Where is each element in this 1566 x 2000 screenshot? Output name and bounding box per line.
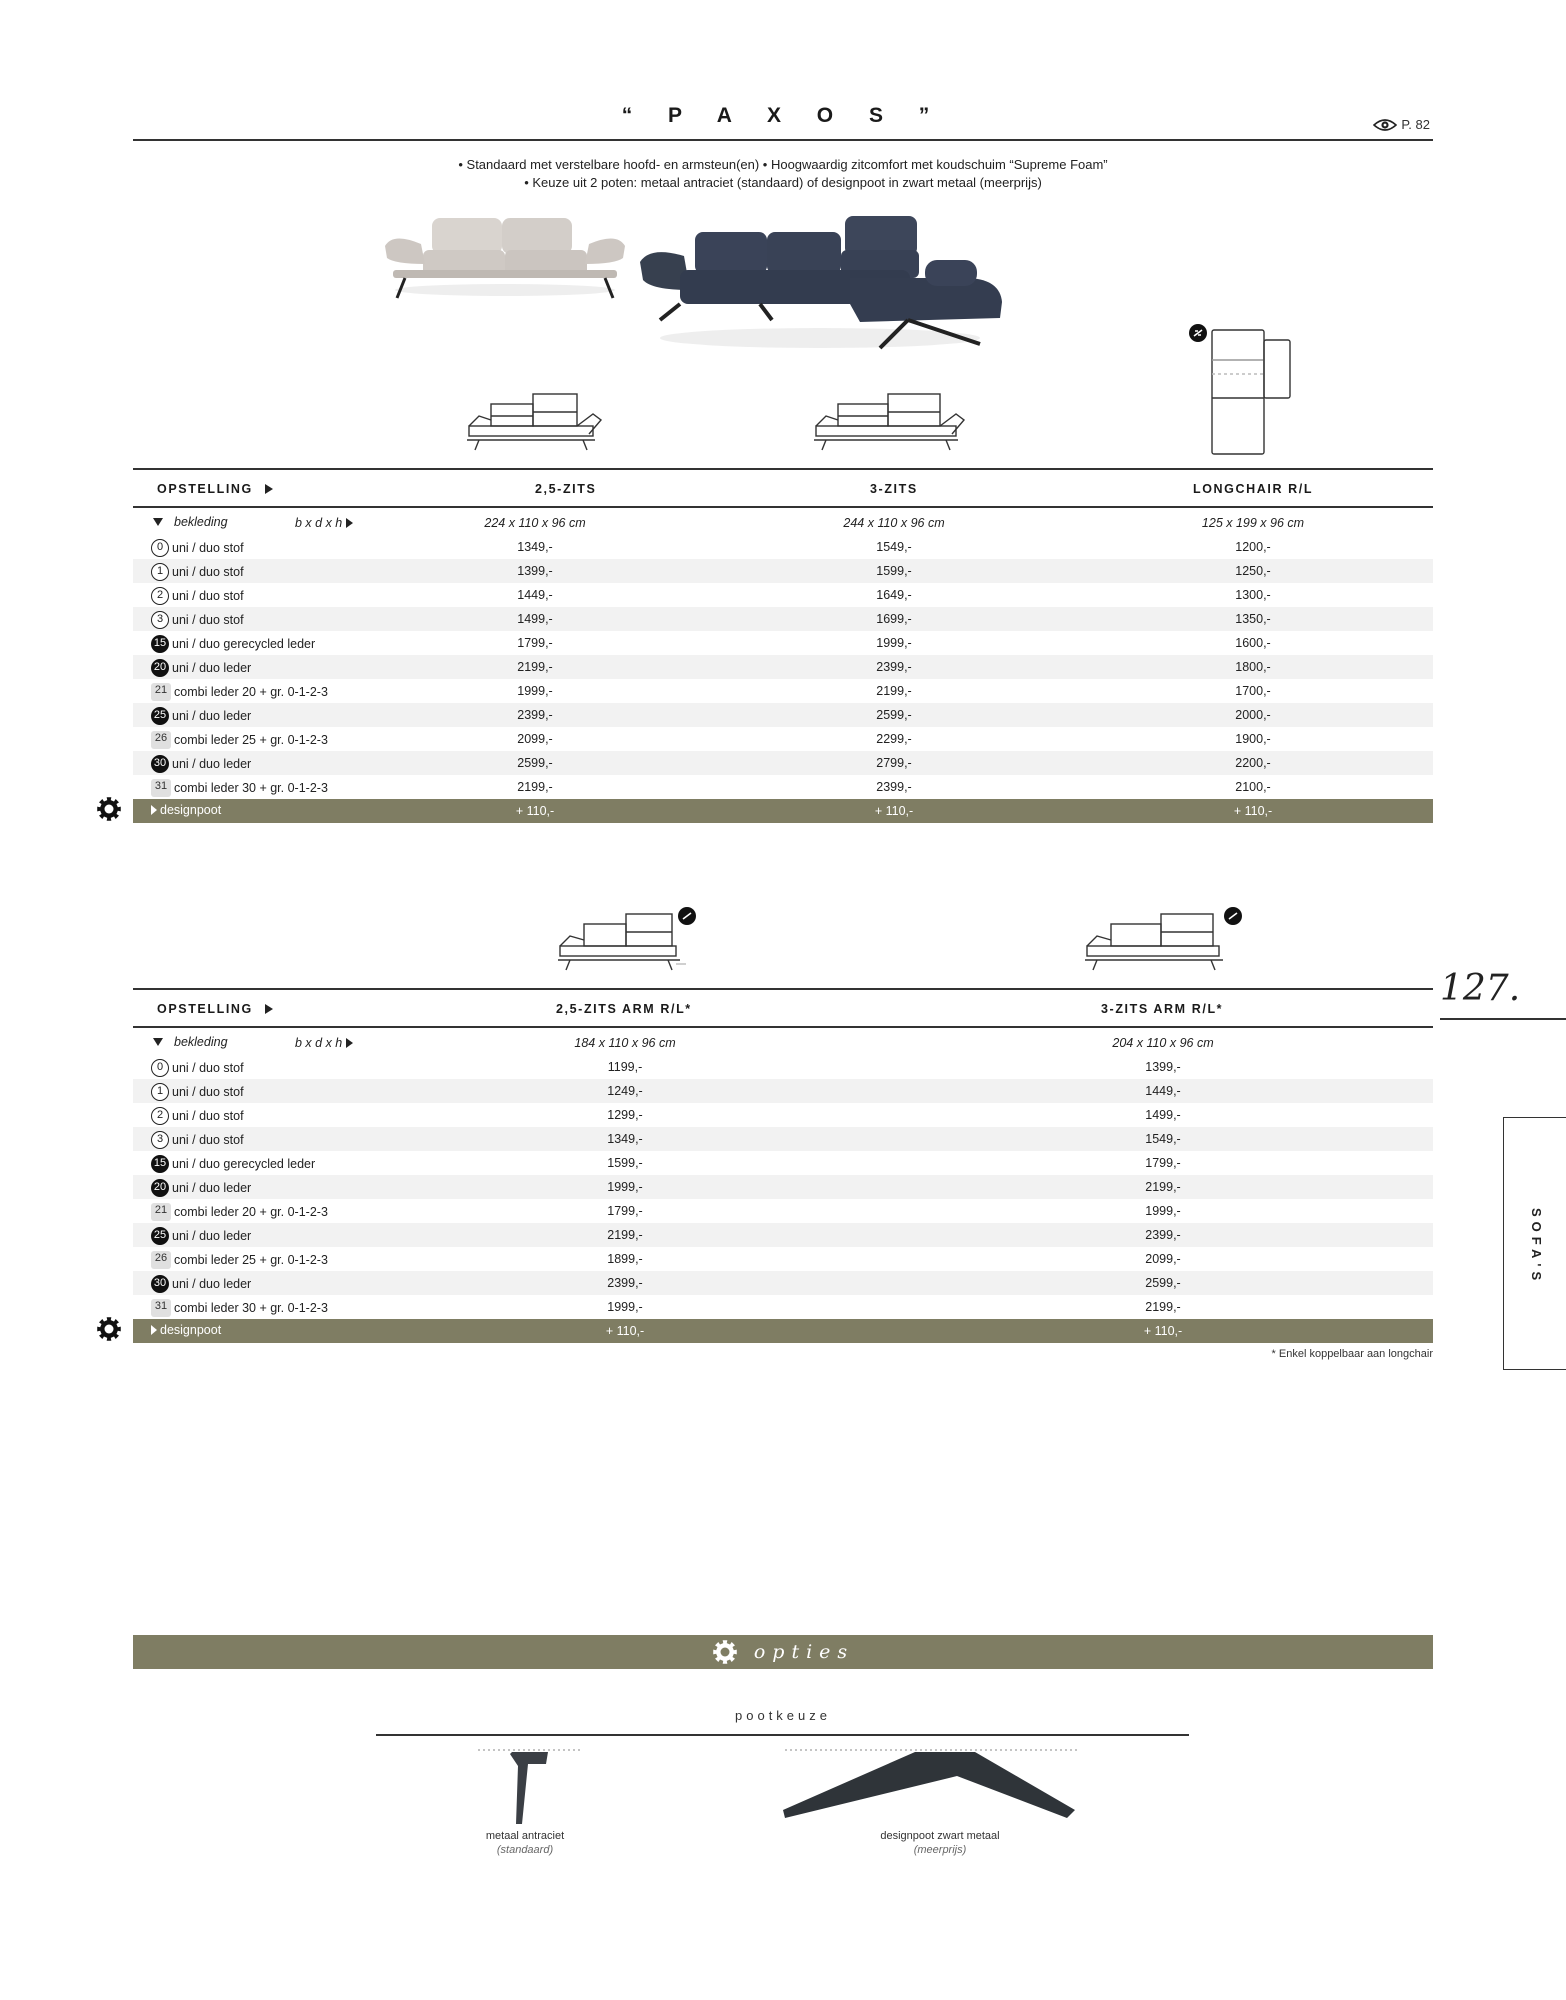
designpoot-price: + 110,- (874, 804, 914, 818)
triangle-right-icon (151, 805, 157, 815)
dimension-cell: 224 x 110 x 96 cm (484, 516, 586, 530)
price-cell: 1999,- (876, 636, 912, 650)
category-badge: 15 (151, 635, 169, 653)
bekleding-label[interactable] (153, 1035, 228, 1049)
price-cell: 1499,- (1145, 1108, 1181, 1122)
row-label-text: uni / duo leder (172, 661, 252, 675)
price-table-2 (133, 988, 1433, 1343)
row-label (151, 779, 328, 797)
row-label (151, 707, 251, 725)
opstelling-header (157, 482, 273, 496)
price-cell: 1249,- (607, 1084, 643, 1098)
table-row (133, 1103, 1433, 1127)
row-label (151, 1059, 244, 1077)
designpoot-label (151, 1323, 221, 1337)
price-cell: 1799,- (607, 1204, 643, 1218)
triangle-right-icon (151, 1325, 157, 1335)
triangle-down-icon (153, 1038, 163, 1046)
price-cell: 1700,- (1235, 684, 1271, 698)
row-label-text: uni / duo gerecycled leder (172, 1157, 316, 1171)
bullet-line-1: • Standaard met verstelbare hoofd- en armsteun(en) • Hoogwaardig zitcomfort met koudschuim “Supreme Foam” (458, 157, 1108, 172)
row-label-text: uni / duo leder (172, 1181, 252, 1195)
designpoot-text: designpoot (160, 803, 222, 817)
row-label-text: combi leder 25 + gr. 0-1-2-3 (174, 1253, 328, 1267)
category-badge: 30 (151, 1275, 169, 1293)
bullet-line-2: • Keuze uit 2 poten: metaal antraciet (standaard) of designpoot in zwart metaal (meerprijs) (524, 175, 1042, 190)
designpoot-price: + 110,- (605, 1324, 645, 1338)
dimension-cell: 184 x 110 x 96 cm (574, 1036, 676, 1050)
price-cell: 2599,- (1145, 1276, 1181, 1290)
bekleding-label[interactable] (153, 515, 228, 529)
row-label (151, 755, 251, 773)
designpoot-row[interactable] (133, 799, 1433, 823)
price-cell: 2299,- (876, 732, 912, 746)
row-label-text: uni / duo leder (172, 709, 252, 723)
table-row (133, 1295, 1433, 1319)
category-badge: 1 (151, 563, 169, 581)
category-badge: 0 (151, 1059, 169, 1077)
table-1-header (133, 468, 1433, 508)
row-label (151, 683, 328, 701)
category-badge: 2 (151, 1107, 169, 1125)
price-cell: 2099,- (517, 732, 553, 746)
price-cell: 2399,- (607, 1276, 643, 1290)
price-cell: 2599,- (876, 708, 912, 722)
row-label (151, 1179, 251, 1197)
price-cell: 2599,- (517, 756, 553, 770)
category-badge: 20 (151, 659, 169, 677)
table-row (133, 1055, 1433, 1079)
price-cell: 1999,- (607, 1180, 643, 1194)
price-cell: 1349,- (607, 1132, 643, 1146)
price-cell: 1800,- (1235, 660, 1271, 674)
price-cell: 2100,- (1235, 780, 1271, 794)
pootkeuze-heading: pootkeuze (735, 1708, 831, 1723)
gear-icon (96, 796, 122, 822)
drawing-2-5-zits (465, 390, 605, 455)
dimension-cell: 204 x 110 x 96 cm (1112, 1036, 1214, 1050)
column-header: LONGCHAIR R/L (1193, 482, 1314, 496)
price-cell: 1699,- (876, 612, 912, 626)
table-row (133, 559, 1433, 583)
table-row (133, 1199, 1433, 1223)
dimension-cell: 244 x 110 x 96 cm (843, 516, 945, 530)
triangle-right-icon (265, 484, 273, 494)
row-label-text: combi leder 25 + gr. 0-1-2-3 (174, 733, 328, 747)
row-label (151, 1203, 328, 1221)
table-row (133, 1079, 1433, 1103)
row-label-text: uni / duo stof (172, 1085, 244, 1099)
table-row (133, 751, 1433, 775)
designpoot-row[interactable] (133, 1319, 1433, 1343)
price-cell: 1200,- (1235, 540, 1271, 554)
price-cell: 1999,- (607, 1300, 643, 1314)
row-label-text: combi leder 30 + gr. 0-1-2-3 (174, 1301, 328, 1315)
category-badge: 0 (151, 539, 169, 557)
row-label-text: uni / duo leder (172, 757, 252, 771)
row-label-text: uni / duo stof (172, 1109, 244, 1123)
row-label-text: uni / duo stof (172, 565, 244, 579)
price-cell: 2199,- (607, 1228, 643, 1242)
pootkeuze-rule (376, 1734, 1189, 1736)
sofa-photo-dark (640, 210, 1010, 360)
table-row (133, 703, 1433, 727)
price-cell: 2200,- (1235, 756, 1271, 770)
price-cell: 1649,- (876, 588, 912, 602)
row-label (151, 731, 328, 749)
table-row (133, 583, 1433, 607)
price-cell: 1199,- (607, 1060, 643, 1074)
dimensions-row (133, 1031, 1433, 1055)
price-cell: 2000,- (1235, 708, 1271, 722)
price-cell: 2399,- (1145, 1228, 1181, 1242)
page-reference[interactable] (1373, 117, 1430, 132)
table-row (133, 607, 1433, 631)
price-cell: 2199,- (876, 684, 912, 698)
price-cell: 1799,- (1145, 1156, 1181, 1170)
page-number-rule (1440, 1018, 1566, 1020)
leg-name-1: metaal antraciet (485, 1830, 565, 1842)
dimensions-row (133, 511, 1433, 535)
section-tab-label: SOFA'S (1529, 1208, 1544, 1286)
price-cell: 2399,- (517, 708, 553, 722)
page-ref-label: P. 82 (1401, 117, 1430, 132)
category-badge: 31 (151, 1299, 171, 1317)
column-header: 2,5-ZITS ARM R/L* (556, 1002, 692, 1016)
price-cell: 2199,- (517, 780, 553, 794)
leg-metaal-antraciet-image (470, 1748, 590, 1828)
leg-designpoot-image[interactable] (775, 1748, 1125, 1828)
table-2-header (133, 988, 1433, 1028)
gear-icon (96, 1316, 122, 1342)
price-cell: 1899,- (607, 1252, 643, 1266)
bekleding-text: bekleding (174, 1035, 228, 1049)
sofa-photo-light (385, 210, 625, 305)
dims-label (295, 516, 353, 530)
designpoot-price: + 110,- (1233, 804, 1273, 818)
price-cell: 1449,- (1145, 1084, 1181, 1098)
price-cell: 1399,- (517, 564, 553, 578)
row-label (151, 635, 315, 653)
footnote: * Enkel koppelbaar aan longchair (1271, 1348, 1433, 1360)
price-cell: 2199,- (1145, 1300, 1181, 1314)
leg-caption-2 (840, 1829, 1040, 1857)
price-cell: 1350,- (1235, 612, 1271, 626)
column-header: 3-ZITS ARM R/L* (1101, 1002, 1224, 1016)
table-row (133, 631, 1433, 655)
section-tab[interactable] (1503, 1117, 1566, 1370)
price-cell: 1499,- (517, 612, 553, 626)
drawing-3-zits-arm (1083, 904, 1248, 976)
row-label (151, 611, 244, 629)
dims-label-text: b x d x h (295, 516, 343, 530)
row-label (151, 1251, 328, 1269)
column-header: 3-ZITS (870, 482, 918, 496)
leg-name-2: designpoot zwart metaal (880, 1830, 1000, 1842)
column-header: 2,5-ZITS (535, 482, 597, 496)
table-row (133, 1175, 1433, 1199)
table-row (133, 679, 1433, 703)
table-row (133, 655, 1433, 679)
table-row (133, 1247, 1433, 1271)
page-number: 127. (1440, 968, 1521, 1009)
row-label-text: combi leder 30 + gr. 0-1-2-3 (174, 781, 328, 795)
price-cell: 1299,- (607, 1108, 643, 1122)
designpoot-label (151, 803, 221, 817)
row-label-text: combi leder 20 + gr. 0-1-2-3 (174, 1205, 328, 1219)
price-cell: 1999,- (517, 684, 553, 698)
row-label-text: uni / duo gerecycled leder (172, 637, 316, 651)
opstelling-label: OPSTELLING (157, 482, 253, 496)
row-label (151, 659, 251, 677)
row-label (151, 1155, 315, 1173)
category-badge: 30 (151, 755, 169, 773)
opstelling-label: OPSTELLING (157, 1002, 253, 1016)
drawing-2-5-zits-arm (556, 904, 706, 976)
category-badge: 3 (151, 611, 169, 629)
designpoot-text: designpoot (160, 1323, 222, 1337)
price-cell: 2199,- (1145, 1180, 1181, 1194)
price-cell: 1600,- (1235, 636, 1271, 650)
designpoot-price: + 110,- (1143, 1324, 1183, 1338)
triangle-right-icon (346, 518, 353, 528)
category-badge: 26 (151, 731, 171, 749)
price-cell: 1449,- (517, 588, 553, 602)
opstelling-header (157, 1002, 273, 1016)
row-label (151, 1227, 251, 1245)
category-badge: 2 (151, 587, 169, 605)
feature-bullets (0, 156, 1566, 192)
row-label (151, 1299, 328, 1317)
price-cell: 2799,- (876, 756, 912, 770)
bekleding-text: bekleding (174, 515, 228, 529)
row-label (151, 1107, 244, 1125)
category-badge: 21 (151, 683, 171, 701)
row-label (151, 1275, 251, 1293)
row-label-text: uni / duo leder (172, 1277, 252, 1291)
row-label-text: uni / duo stof (172, 589, 244, 603)
price-cell: 2199,- (517, 660, 553, 674)
price-cell: 2099,- (1145, 1252, 1181, 1266)
row-label-text: uni / duo stof (172, 541, 244, 555)
row-label-text: uni / duo stof (172, 613, 244, 627)
dims-label-text: b x d x h (295, 1036, 343, 1050)
category-badge: 25 (151, 707, 169, 725)
price-cell: 1250,- (1235, 564, 1271, 578)
price-cell: 2399,- (876, 780, 912, 794)
category-badge: 20 (151, 1179, 169, 1197)
category-badge: 15 (151, 1155, 169, 1173)
row-label (151, 563, 244, 581)
leg-note-2: (meerprijs) (913, 1844, 967, 1856)
row-label-text: combi leder 20 + gr. 0-1-2-3 (174, 685, 328, 699)
price-cell: 1300,- (1235, 588, 1271, 602)
eye-icon (1373, 118, 1397, 132)
price-cell: 2399,- (876, 660, 912, 674)
drawing-3-zits (812, 390, 967, 455)
table-row (133, 727, 1433, 751)
triangle-down-icon (153, 518, 163, 526)
price-cell: 1549,- (876, 540, 912, 554)
price-cell: 1599,- (607, 1156, 643, 1170)
gear-icon (712, 1639, 738, 1665)
row-label (151, 587, 244, 605)
category-badge: 3 (151, 1131, 169, 1149)
row-label (151, 539, 244, 557)
category-badge: 1 (151, 1083, 169, 1101)
table-row (133, 1151, 1433, 1175)
drawing-longchair (1186, 322, 1296, 458)
price-cell: 1900,- (1235, 732, 1271, 746)
category-badge: 26 (151, 1251, 171, 1269)
dims-label (295, 1036, 353, 1050)
header-rule (133, 139, 1433, 141)
row-label (151, 1131, 244, 1149)
price-cell: 1599,- (876, 564, 912, 578)
price-table-1 (133, 468, 1433, 823)
options-bar (133, 1635, 1433, 1669)
row-label-text: uni / duo stof (172, 1133, 244, 1147)
designpoot-price: + 110,- (515, 804, 555, 818)
price-cell: 1549,- (1145, 1132, 1181, 1146)
price-cell: 1799,- (517, 636, 553, 650)
price-cell: 1349,- (517, 540, 553, 554)
options-title: opties (753, 1641, 855, 1663)
category-badge: 25 (151, 1227, 169, 1245)
category-badge: 31 (151, 779, 171, 797)
table-row (133, 1271, 1433, 1295)
page-title: “ P A X O S ” (621, 104, 945, 127)
category-badge: 21 (151, 1203, 171, 1221)
triangle-right-icon (346, 1038, 353, 1048)
leg-note-1: (standaard) (496, 1844, 554, 1856)
table-row (133, 775, 1433, 799)
table-row (133, 1127, 1433, 1151)
table-row (133, 1223, 1433, 1247)
table-row (133, 535, 1433, 559)
triangle-right-icon (265, 1004, 273, 1014)
price-cell: 1399,- (1145, 1060, 1181, 1074)
row-label (151, 1083, 244, 1101)
row-label-text: uni / duo leder (172, 1229, 252, 1243)
dimension-cell: 125 x 199 x 96 cm (1201, 516, 1305, 530)
row-label-text: uni / duo stof (172, 1061, 244, 1075)
price-cell: 1999,- (1145, 1204, 1181, 1218)
leg-caption-1 (430, 1829, 620, 1857)
